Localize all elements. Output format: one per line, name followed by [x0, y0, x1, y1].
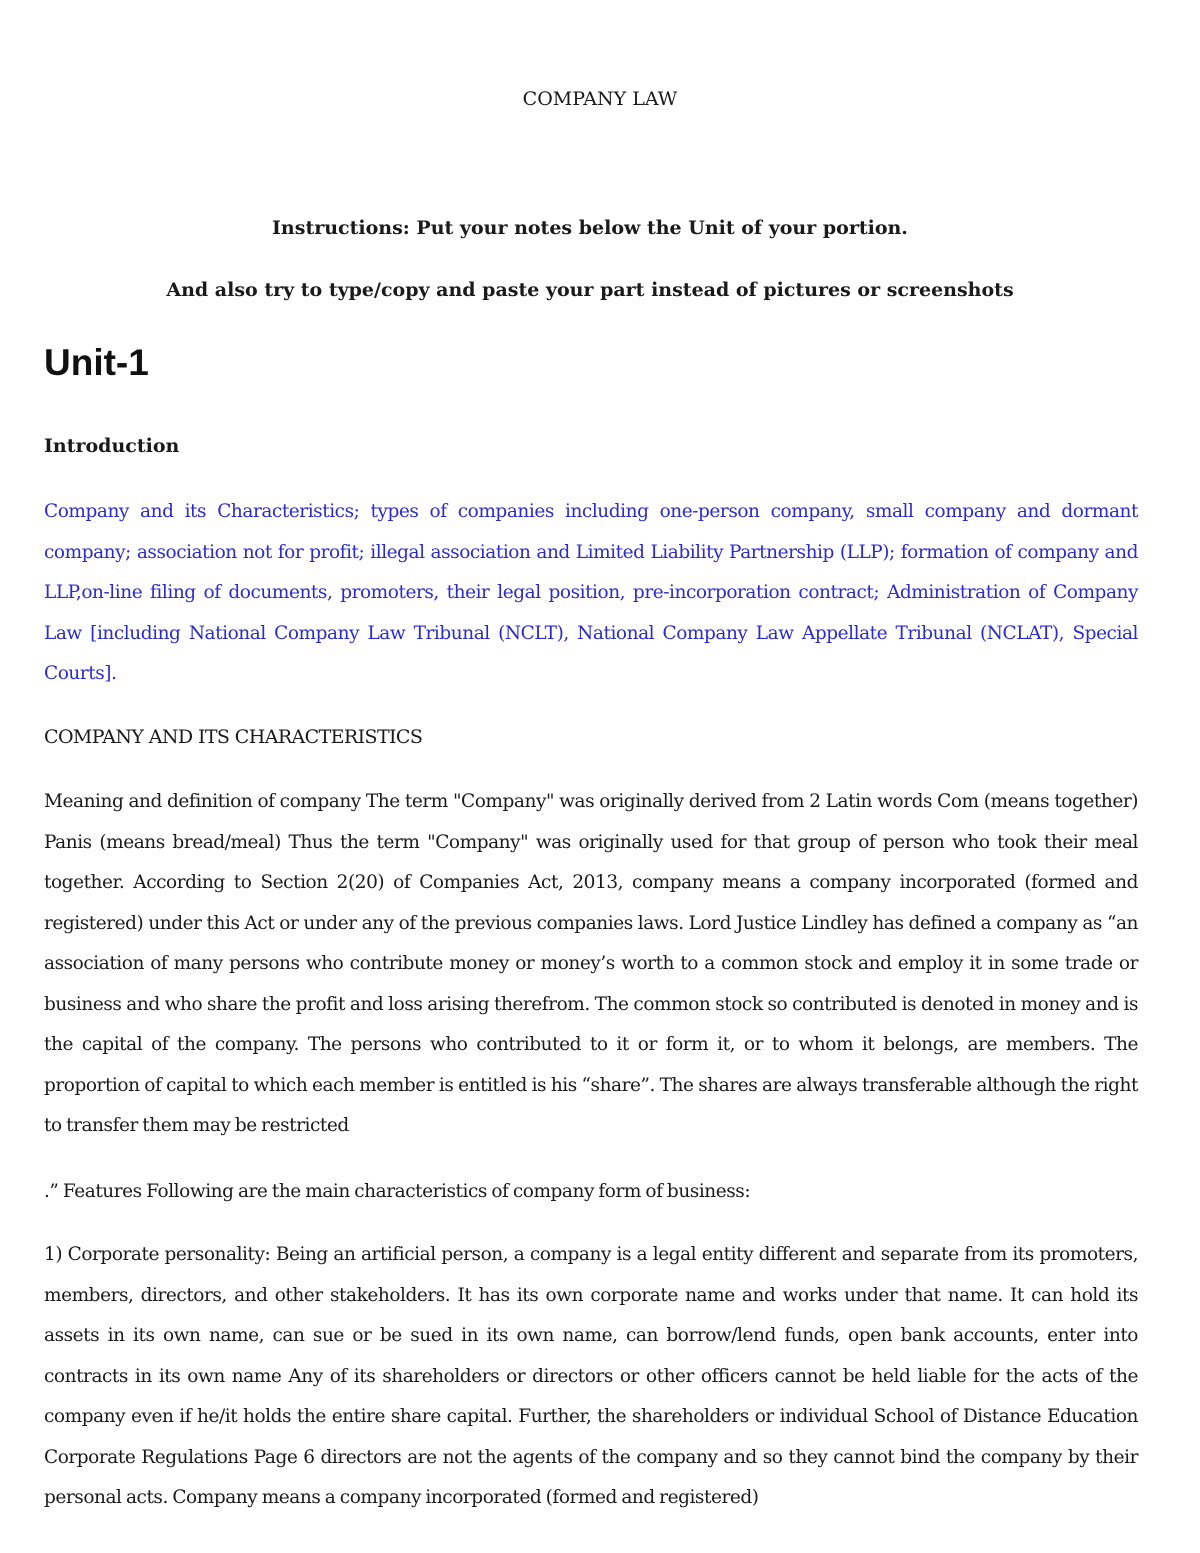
instructions-line-1: Instructions: Put your notes below the Unit of your portion.	[272, 217, 908, 239]
features-paragraph: .” Features Following are the main characteristics of company form of business:	[44, 1181, 751, 1202]
introduction-heading: Introduction	[44, 435, 180, 457]
meaning-paragraph: Meaning and definition of company The term "Company" was originally derived from 2 Latin words Com (means together) Panis (means bread/meal) Thus the term "Company" was originally used for that group of person who took their meal together. According to Section 2(20) of Companies Act, 2013, company means a company incorporated (formed and registered) under this Act or under any of the previous companies laws. Lord Justice Lindley has defined a company as “an association of many persons who contribute money or money’s worth to a common stock and employ it in some trade or business and who share the profit and loss arising therefrom. The common stock so contributed is denoted in money and is the capital of the company. The persons who contributed to it or form it, or to whom it belongs, are members. The proportion of capital to which each member is entitled is his “share”. The shares are always transferable although the right to transfer them may be restricted	[44, 791, 1138, 1136]
syllabus-paragraph: Company and its Characteristics; types of companies including one-person company, small company and dormant company; association not for profit; illegal association and Limited Liability Partnership (LLP); formation of company and LLP,on-line filing of documents, promoters, their legal position, pre-incorporation contract; Administration of Company Law [including National Company Law Tribunal (NCLT), National Company Law Appellate Tribunal (NCLAT), Special Courts].	[44, 501, 1138, 684]
corporate-personality-paragraph: 1) Corporate personality: Being an artificial person, a company is a legal entity different and separate from its promoters, members, directors, and other stakeholders. It has its own corporate name and works under that name. It can hold its assets in its own name, can sue or be sued in its own name, can borrow/lend funds, open bank accounts, enter into contracts in its own name Any of its shareholders or directors or other officers cannot be held liable for the acts of the company even if he/it holds the entire share capital. Further, the shareholders or individual School of Distance Education Corporate Regulations Page 6 directors are not the agents of the company and so they cannot bind the company by their personal acts. Company means a company incorporated (formed and registered)	[44, 1244, 1138, 1508]
instructions-line-2: And also try to type/copy and paste your part instead of pictures or screenshots	[166, 279, 1014, 301]
unit-heading: Unit-1	[44, 342, 149, 383]
document-title: COMPANY LAW	[522, 88, 678, 110]
section-heading: COMPANY AND ITS CHARACTERISTICS	[44, 726, 423, 748]
